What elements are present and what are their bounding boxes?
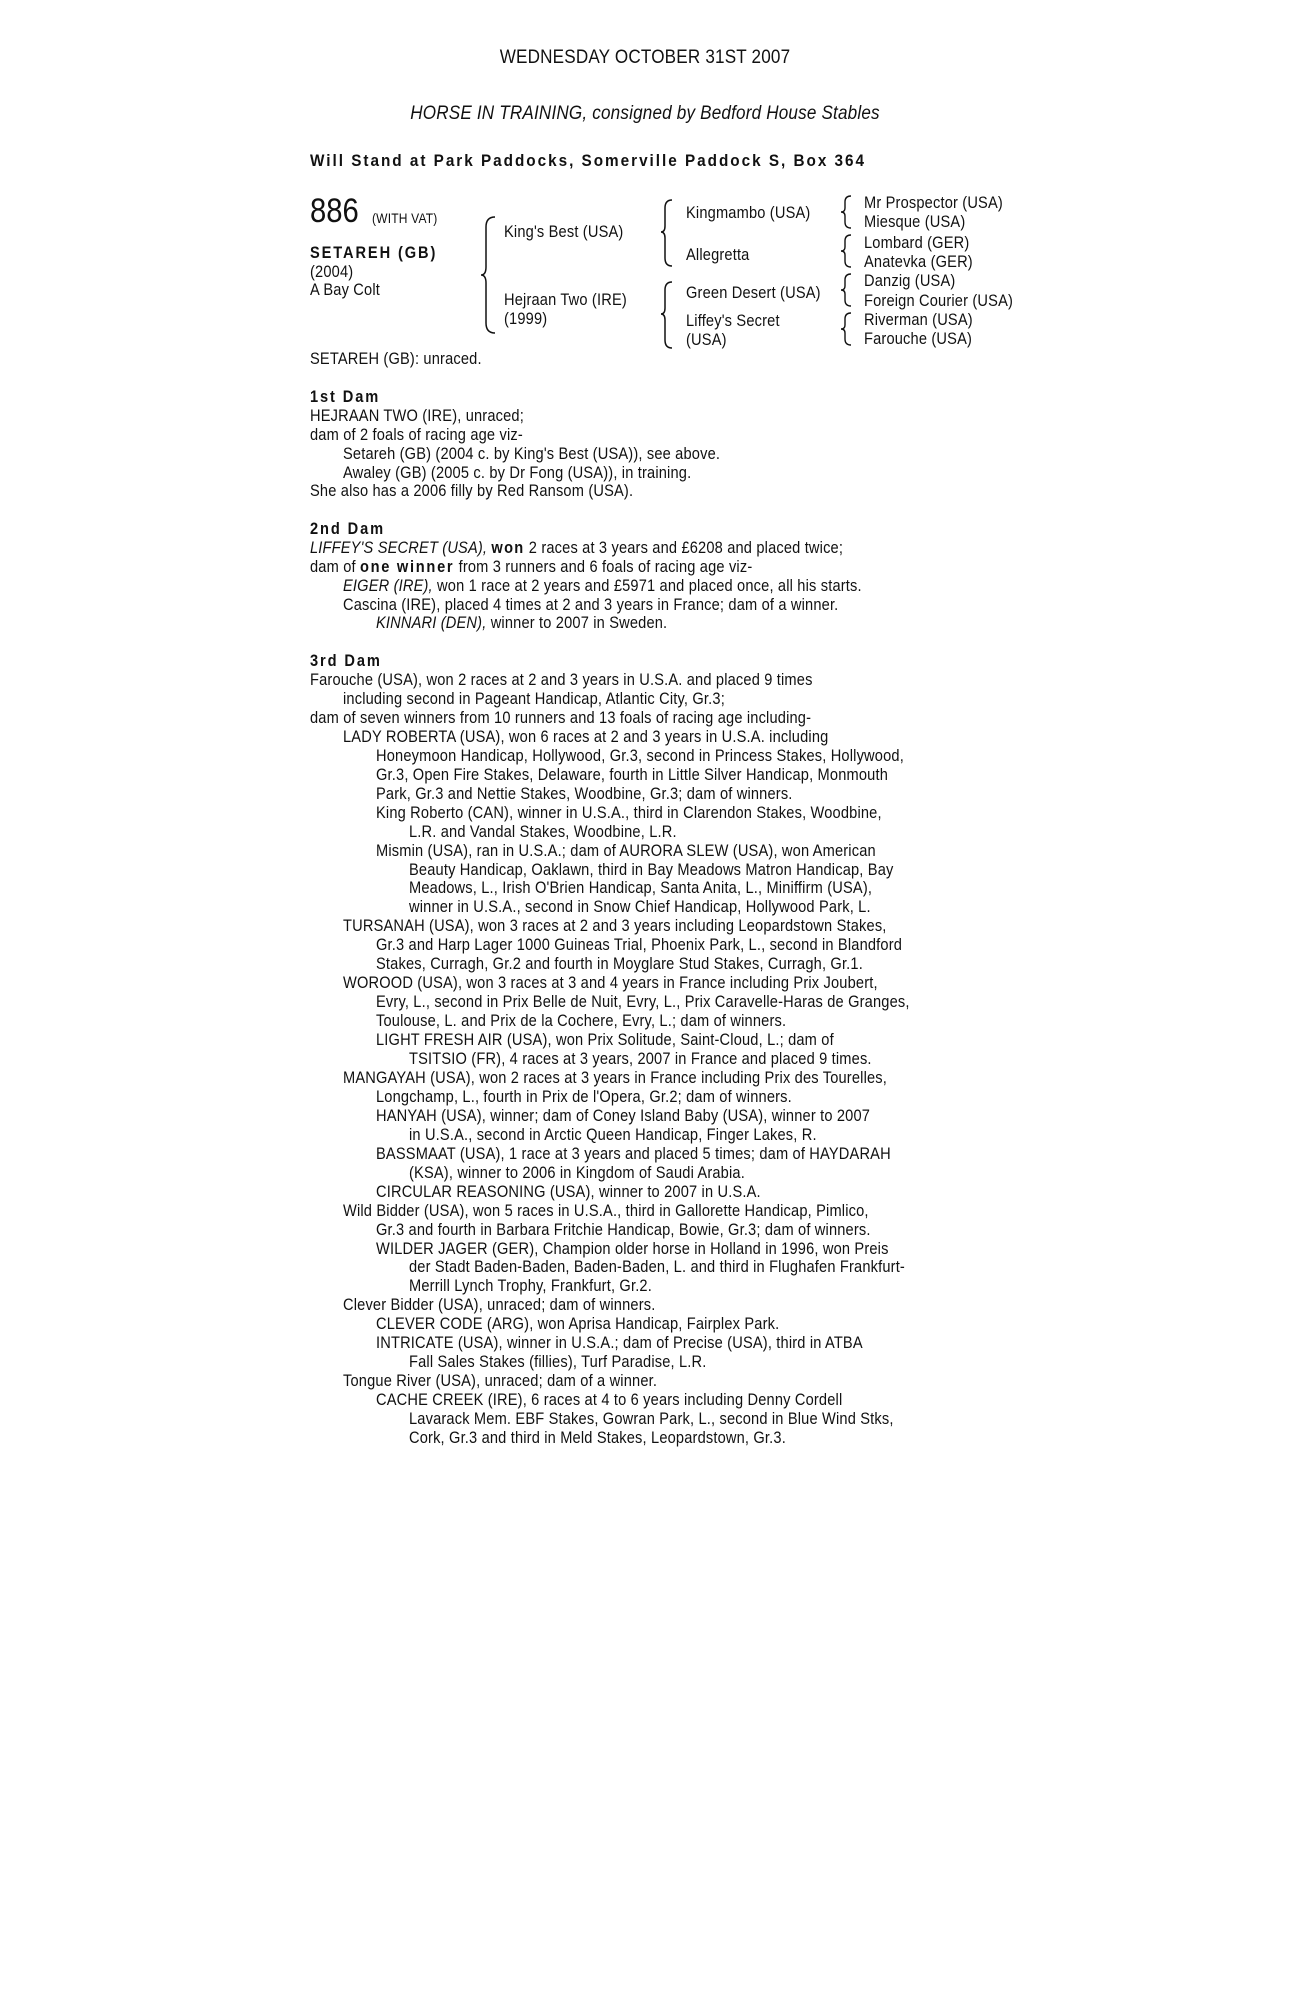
third-dam-line: King Roberto (CAN), winner in U.S.A., third in Clarendon Stakes, Woodbine, <box>376 803 882 822</box>
third-dam-line: dam of seven winners from 10 runners and 13 foals of racing age including- <box>310 708 812 727</box>
sale-date: WEDNESDAY OCTOBER 31ST 2007 <box>499 47 791 68</box>
pedigree-g3-1: Mr Prospector (USA) <box>864 193 1003 212</box>
third-dam-line: WILDER JAGER (GER), Champion older horse in Holland in 1996, won Preis <box>376 1239 889 1258</box>
third-dam-line: LADY ROBERTA (USA), won 6 races at 2 and 3 years in U.S.A. including <box>343 727 829 746</box>
third-dam-line: BASSMAAT (USA), 1 race at 3 years and placed 5 times; dam of HAYDARAH <box>376 1144 891 1163</box>
third-dam-line: Evry, L., second in Prix Belle de Nuit, Evry, L., Prix Caravelle-Haras de Granges, <box>376 992 910 1011</box>
third-dam-line: Toulouse, L. and Prix de la Cochere, Evry, L.; dam of winners. <box>376 1011 787 1030</box>
third-dam-line: CACHE CREEK (IRE), 6 races at 4 to 6 years including Denny Cordell <box>376 1390 843 1409</box>
horse-description: A Bay Colt <box>310 280 380 299</box>
second-dam-line: Cascina (IRE), placed 4 times at 2 and 3 years in France; dam of a winner. <box>343 595 839 614</box>
third-dam-line: Fall Sales Stakes (fillies), Turf Paradise, L.R. <box>409 1352 707 1371</box>
third-dam-line: Gr.3, Open Fire Stakes, Delaware, fourth in Little Silver Handicap, Monmouth <box>376 765 889 784</box>
third-dam-line: including second in Pageant Handicap, Atlantic City, Gr.3; <box>343 689 725 708</box>
horse-name: SETAREH (GB) <box>310 243 438 262</box>
sire-dam-brace <box>480 215 500 335</box>
third-dam-line: CIRCULAR REASONING (USA), winner to 2007 in U.S.A. <box>376 1182 761 1201</box>
pedigree-sire: King's Best (USA) <box>504 222 624 241</box>
consignment-subtitle: HORSE IN TRAINING, consigned by Bedford House Stables <box>410 103 880 124</box>
third-dam-line: Honeymoon Handicap, Hollywood, Gr.3, second in Princess Stakes, Hollywood, <box>376 746 904 765</box>
pedigree-g3-2: Miesque (USA) <box>864 212 966 231</box>
third-dam-line: Merrill Lynch Trophy, Frankfurt, Gr.2. <box>409 1276 652 1295</box>
pedigree-sire-sire: Kingmambo (USA) <box>686 203 811 222</box>
pedigree-dam-sire: Green Desert (USA) <box>686 283 821 302</box>
pedigree-g3-4: Anatevka (GER) <box>864 252 973 271</box>
brace-g1 <box>840 194 854 230</box>
pedigree-g3-5: Danzig (USA) <box>864 271 956 290</box>
third-dam-line: Gr.3 and Harp Lager 1000 Guineas Trial, Phoenix Park, L., second in Blandford <box>376 935 903 954</box>
third-dam-line: Mismin (USA), ran in U.S.A.; dam of AURORA SLEW (USA), won American <box>376 841 876 860</box>
second-dam-heading: 2nd Dam <box>310 519 385 538</box>
pedigree-g3-7: Riverman (USA) <box>864 310 973 329</box>
second-dam-line: KINNARI (DEN), winner to 2007 in Sweden. <box>376 613 668 632</box>
second-dam-line: dam of one winner from 3 runners and 6 foals of racing age viz- <box>310 557 753 576</box>
third-dam-line: TURSANAH (USA), won 3 races at 2 and 3 years including Leopardstown Stakes, <box>343 916 887 935</box>
third-dam-line: INTRICATE (USA), winner in U.S.A.; dam of Precise (USA), third in ATBA <box>376 1333 863 1352</box>
third-dam-line: Gr.3 and fourth in Barbara Fritchie Handicap, Bowie, Gr.3; dam of winners. <box>376 1220 871 1239</box>
third-dam-line: MANGAYAH (USA), won 2 races at 3 years in France including Prix des Tourelles, <box>343 1068 888 1087</box>
third-dam-line: Lavarack Mem. EBF Stakes, Gowran Park, L., second in Blue Wind Stks, <box>409 1409 894 1428</box>
third-dam-line: Park, Gr.3 and Nettie Stakes, Woodbine, Gr.3; dam of winners. <box>376 784 793 803</box>
vat-note: (WITH VAT) <box>372 210 438 226</box>
third-dam-line: Tongue River (USA), unraced; dam of a winner. <box>343 1371 658 1390</box>
brace-g2 <box>840 233 854 269</box>
third-dam-line: TSITSIO (FR), 4 races at 3 years, 2007 in France and placed 9 times. <box>409 1049 872 1068</box>
third-dam-line: in U.S.A., second in Arctic Queen Handicap, Finger Lakes, R. <box>409 1125 817 1144</box>
pedigree-dam-dam: Liffey's Secret <box>686 311 780 330</box>
third-dam-line: Wild Bidder (USA), won 5 races in U.S.A., third in Gallorette Handicap, Pimlico, <box>343 1201 869 1220</box>
third-dam-line: CLEVER CODE (ARG), won Aprisa Handicap, Fairplex Park. <box>376 1314 780 1333</box>
second-dam-line: LIFFEY'S SECRET (USA), won 2 races at 3 years and £6208 and placed twice; <box>310 538 844 557</box>
first-dam-line: dam of 2 foals of racing age viz- <box>310 425 523 444</box>
stand-location: Will Stand at Park Paddocks, Somerville Paddock S, Box 364 <box>310 151 867 170</box>
sire-line-brace <box>660 198 676 268</box>
third-dam-line: Clever Bidder (USA), unraced; dam of winners. <box>343 1295 656 1314</box>
first-dam-line: HEJRAAN TWO (IRE), unraced; <box>310 406 524 425</box>
first-dam-line: Awaley (GB) (2005 c. by Dr Fong (USA)), in training. <box>343 463 692 482</box>
pedigree-dam-year: (1999) <box>504 309 548 328</box>
brace-g4 <box>840 311 854 347</box>
race-record: SETAREH (GB): unraced. <box>310 349 482 368</box>
third-dam-line: winner in U.S.A., second in Snow Chief Handicap, Hollywood Park, L. <box>409 897 871 916</box>
pedigree-g3-3: Lombard (GER) <box>864 233 970 252</box>
third-dam-heading: 3rd Dam <box>310 651 382 670</box>
third-dam-line: Cork, Gr.3 and third in Meld Stakes, Leopardstown, Gr.3. <box>409 1428 786 1447</box>
pedigree-g3-6: Foreign Courier (USA) <box>864 291 1014 310</box>
brace-g3 <box>840 272 854 308</box>
first-dam-line: She also has a 2006 filly by Red Ransom (USA). <box>310 481 634 500</box>
first-dam-heading: 1st Dam <box>310 387 381 406</box>
third-dam-line: L.R. and Vandal Stakes, Woodbine, L.R. <box>409 822 677 841</box>
third-dam-line: Meadows, L., Irish O'Brien Handicap, Santa Anita, L., Miniffirm (USA), <box>409 878 873 897</box>
lot-number: 886 <box>310 192 359 230</box>
second-dam-line: EIGER (IRE), won 1 race at 2 years and £5971 and placed once, all his starts. <box>343 576 862 595</box>
pedigree-g3-8: Farouche (USA) <box>864 329 973 348</box>
third-dam-line: LIGHT FRESH AIR (USA), won Prix Solitude, Saint-Cloud, L.; dam of <box>376 1030 834 1049</box>
third-dam-line: Longchamp, L., fourth in Prix de l'Opera, Gr.2; dam of winners. <box>376 1087 792 1106</box>
pedigree-dam-dam-origin: (USA) <box>686 330 727 349</box>
third-dam-line: Beauty Handicap, Oaklawn, third in Bay Meadows Matron Handicap, Bay <box>409 860 894 879</box>
third-dam-line: der Stadt Baden-Baden, Baden-Baden, L. and third in Flughafen Frankfurt- <box>409 1257 905 1276</box>
third-dam-line: Farouche (USA), won 2 races at 2 and 3 years in U.S.A. and placed 9 times <box>310 670 813 689</box>
dam-line-brace <box>660 280 676 350</box>
pedigree-sire-dam: Allegretta <box>686 245 750 264</box>
third-dam-line: HANYAH (USA), winner; dam of Coney Island Baby (USA), winner to 2007 <box>376 1106 871 1125</box>
third-dam-line: Stakes, Curragh, Gr.2 and fourth in Moyglare Stud Stakes, Curragh, Gr.1. <box>376 954 863 973</box>
third-dam-line: (KSA), winner to 2006 in Kingdom of Saudi Arabia. <box>409 1163 745 1182</box>
first-dam-line: Setareh (GB) (2004 c. by King's Best (USA)), see above. <box>343 444 721 463</box>
horse-year: (2004) <box>310 262 354 281</box>
third-dam-line: WOROOD (USA), won 3 races at 3 and 4 years in France including Prix Joubert, <box>343 973 878 992</box>
pedigree-dam: Hejraan Two (IRE) <box>504 290 627 309</box>
